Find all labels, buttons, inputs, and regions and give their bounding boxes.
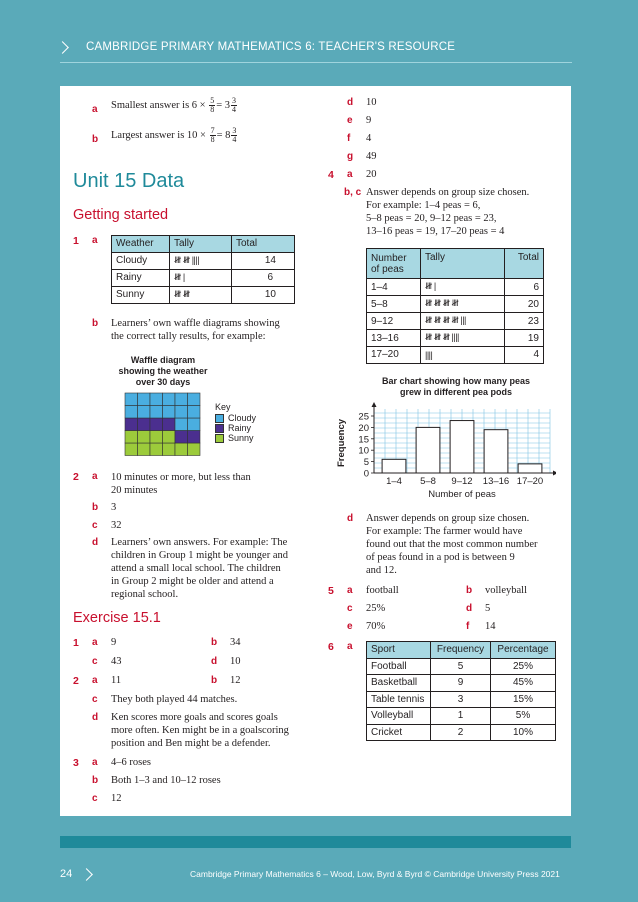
answer-text: football — [366, 585, 399, 596]
column-header: Weather — [112, 236, 170, 253]
denominator: 8 — [210, 105, 215, 114]
label-c: c — [347, 603, 353, 614]
answer-text: 10 — [366, 97, 377, 108]
y-tick-label: 5 — [363, 457, 369, 469]
label-a: a — [92, 235, 98, 246]
table-row — [367, 347, 544, 364]
table-row — [367, 691, 556, 708]
x-tick-label: 5–8 — [420, 476, 436, 487]
table-cell: 1 — [431, 708, 491, 725]
chevron-right-icon — [56, 41, 69, 54]
answer-text: Largest answer is 10 × — [111, 129, 206, 141]
tally-cell: 𝍸 𝍸 𝍸 𝍸 — [421, 296, 505, 313]
question-number: 6 — [328, 641, 334, 653]
table-row — [112, 286, 295, 303]
waffle-cell — [188, 393, 201, 406]
label-a: a — [92, 675, 98, 686]
table-cell: 10 — [232, 286, 295, 303]
waffle-title — [108, 355, 218, 388]
key-item-sunny — [215, 433, 256, 443]
waffle-cell — [138, 418, 151, 431]
header-title: CAMBRIDGE PRIMARY MATHEMATICS 6: TEACHER'S RESOURCE — [86, 41, 456, 53]
bottom-strip — [60, 836, 571, 848]
page-header — [0, 0, 638, 100]
fraction — [231, 127, 237, 144]
y-tick-label: 10 — [358, 445, 369, 457]
label-d: d — [347, 513, 354, 524]
answer-text: They both played 44 matches. — [111, 694, 238, 705]
waffle-cell — [138, 406, 151, 419]
section-title-getting-started: Getting started — [73, 207, 169, 223]
label-d: d — [466, 603, 473, 614]
y-axis-label: Frequency — [336, 418, 347, 468]
column-header: Tally — [170, 236, 232, 253]
waffle-title-line: over 30 days — [135, 377, 191, 387]
waffle-cell — [138, 431, 151, 444]
denominator: 4 — [232, 105, 236, 114]
table-cell: Football — [367, 658, 431, 675]
waffle-cell — [188, 418, 201, 431]
label-b: b — [466, 585, 473, 596]
answer-text: Answer depends on group size chosen. — [366, 187, 530, 198]
table-cell: Basketball — [367, 675, 431, 692]
table-cell: Cloudy — [112, 252, 170, 269]
table-row — [367, 279, 544, 296]
answer-text: 12 — [230, 675, 241, 686]
table-row — [367, 708, 556, 725]
table-header-row — [367, 249, 544, 279]
label-e: e — [347, 621, 353, 632]
column-header: Sport — [367, 642, 431, 659]
answer-text: 70% — [366, 621, 386, 632]
tally-cell: 𝍸 𝍸 𝍸 |||| — [421, 330, 505, 347]
table-cell: 5 — [431, 658, 491, 675]
label-d: d — [211, 656, 218, 667]
column-header: Total — [505, 249, 544, 279]
answer-text: Ken scores more goals and scores goals — [111, 712, 278, 723]
label-a: a — [92, 637, 98, 648]
bar-chart — [336, 400, 556, 502]
label-d: d — [92, 537, 99, 548]
header-rule — [60, 62, 572, 63]
table-row — [112, 252, 295, 269]
answer-text: in Group 2 might be older and attend a — [111, 576, 274, 587]
label-b: b — [211, 637, 218, 648]
answer-text: Learners’ own waffle diagrams showing — [111, 318, 280, 329]
answer-text: 49 — [366, 151, 377, 162]
table-cell: 14 — [232, 252, 295, 269]
peas-tally-table — [366, 248, 544, 364]
label-a: a — [347, 585, 353, 596]
swatch — [215, 434, 224, 443]
table-cell: Rainy — [112, 269, 170, 286]
label-f: f — [347, 133, 351, 144]
y-tick-label: 0 — [363, 468, 369, 480]
label-b-c: b, c — [344, 187, 362, 198]
waffle-cell — [125, 406, 138, 419]
waffle-diagram — [124, 392, 204, 456]
x-tick-label: 17–20 — [516, 476, 544, 487]
sport-frequency-table — [366, 641, 556, 741]
answer-text: 20 minutes — [111, 485, 158, 496]
waffle-cell — [175, 418, 188, 431]
waffle-cell — [163, 406, 176, 419]
bar — [450, 421, 474, 473]
x-tick-label: 1–4 — [386, 476, 402, 487]
label-a: a — [92, 104, 98, 115]
answer-smallest — [111, 97, 238, 114]
column-header: Tally — [421, 249, 505, 279]
question-number: 1 — [73, 235, 79, 247]
table-cell: 6 — [232, 269, 295, 286]
fraction — [210, 127, 216, 144]
table-cell: 17–20 — [367, 347, 421, 364]
table-row — [367, 658, 556, 675]
waffle-cell — [125, 443, 138, 456]
question-number: 3 — [73, 757, 79, 769]
waffle-cell — [163, 443, 176, 456]
table-cell: Volleyball — [367, 708, 431, 725]
x-axis-label: Number of peas — [428, 489, 496, 500]
label-c: c — [92, 520, 98, 531]
answer-text: of peas found in a pod is between 9 — [366, 552, 515, 563]
label-d: d — [347, 97, 354, 108]
waffle-cell — [150, 431, 163, 444]
answer-text: the correct tally results, for example: — [111, 331, 266, 342]
answer-text: 25% — [366, 603, 386, 614]
answer-text: 32 — [111, 520, 122, 531]
answer-text: 12 — [111, 793, 122, 804]
answer-text: 20 — [366, 169, 377, 180]
swatch — [215, 424, 224, 433]
answer-text: 9 — [366, 115, 372, 126]
tally-cell: 𝍸 𝍸 — [170, 286, 232, 303]
answer-text: 4 — [366, 133, 372, 144]
answer-text: For example: The farmer would have — [366, 526, 523, 537]
tally-cell: 𝍸 | — [170, 269, 232, 286]
table-row — [367, 675, 556, 692]
table-cell: 15% — [491, 691, 556, 708]
label-b: b — [92, 318, 99, 329]
waffle-cell — [175, 443, 188, 456]
waffle-cell — [125, 393, 138, 406]
key-item-cloudy — [215, 413, 256, 423]
page-number: 24 — [60, 868, 73, 880]
question-number: 4 — [328, 169, 334, 181]
answer-text: Smallest answer is 6 × — [111, 99, 206, 111]
denominator: 8 — [210, 135, 215, 144]
tally-cell: 𝍸 | — [421, 279, 505, 296]
fraction — [209, 97, 215, 114]
column-header: Number of peas — [367, 249, 421, 279]
weather-tally-table — [111, 235, 295, 304]
swatch — [215, 414, 224, 423]
answer-text: 10 minutes or more, but less than — [111, 472, 251, 483]
unit-title: Unit 15 Data — [73, 170, 185, 192]
label-e: e — [347, 115, 353, 126]
y-tick-label: 25 — [358, 411, 369, 423]
x-tick-label: 13–16 — [482, 476, 510, 487]
table-header-row — [367, 642, 556, 659]
question-number: 5 — [328, 585, 334, 597]
label-c: c — [92, 656, 98, 667]
table-row — [112, 269, 295, 286]
answer-text: Both 1–3 and 10–12 roses — [111, 775, 221, 786]
answer-text: found out that the most common number — [366, 539, 538, 550]
y-tick-label: 20 — [358, 422, 369, 434]
y-axis-arrow — [372, 402, 377, 407]
section-title-exercise: Exercise 15.1 — [73, 610, 161, 626]
key-item-rainy — [215, 423, 256, 433]
waffle-cell — [188, 443, 201, 456]
tally-cell: 𝍸 𝍸 𝍸 𝍸 ||| — [421, 313, 505, 330]
label-a: a — [347, 641, 353, 652]
bar — [382, 459, 406, 473]
table-cell: 9–12 — [367, 313, 421, 330]
table-cell: 5–8 — [367, 296, 421, 313]
waffle-cell — [175, 431, 188, 444]
answer-text: 14 — [485, 621, 496, 632]
tally-cell: |||| — [421, 347, 505, 364]
waffle-title-line: Waffle diagram — [130, 355, 196, 365]
answer-text: 11 — [111, 675, 122, 686]
answer-text: Learners’ own answers. For example: The — [111, 537, 288, 548]
waffle-cell — [188, 406, 201, 419]
waffle-cell — [125, 418, 138, 431]
table-cell: 23 — [505, 313, 544, 330]
waffle-cell — [150, 393, 163, 406]
table-cell: 45% — [491, 675, 556, 692]
answer-text: 3 — [111, 502, 117, 513]
answer-largest — [111, 127, 238, 144]
x-axis-arrow — [553, 471, 556, 476]
numerator: 5 — [210, 96, 215, 105]
waffle-cell — [175, 406, 188, 419]
tally-cell: 𝍸 𝍸 |||| — [170, 252, 232, 269]
label-d: d — [92, 712, 99, 723]
bar — [484, 430, 508, 473]
waffle-cell — [188, 431, 201, 444]
table-header-row — [112, 236, 295, 253]
table-row — [367, 296, 544, 313]
label-a: a — [92, 471, 98, 482]
answer-text: position and Ben might be a defender. — [111, 738, 271, 749]
answer-text: 43 — [111, 656, 122, 667]
key-label: Cloudy — [228, 413, 257, 423]
label-b: b — [92, 134, 99, 145]
table-cell: 20 — [505, 296, 544, 313]
answer-text: 34 — [230, 637, 241, 648]
label-b: b — [211, 675, 218, 686]
label-a: a — [92, 757, 98, 768]
waffle-cell — [163, 431, 176, 444]
numerator: 7 — [210, 126, 215, 135]
y-tick-label: 15 — [358, 434, 369, 446]
table-cell: 6 — [505, 279, 544, 296]
table-cell: 13–16 — [367, 330, 421, 347]
answer-text: For example: 1–4 peas = 6, — [366, 200, 481, 211]
column-header: Percentage — [491, 642, 556, 659]
waffle-cell — [150, 418, 163, 431]
question-number: 2 — [73, 675, 79, 687]
label-b: b — [92, 775, 99, 786]
equals: = 3 — [216, 99, 230, 111]
table-row — [367, 330, 544, 347]
waffle-cell — [175, 393, 188, 406]
label-c: c — [92, 793, 98, 804]
table-cell: Table tennis — [367, 691, 431, 708]
chart-title — [356, 376, 556, 398]
answer-text: 9 — [111, 637, 117, 648]
answer-text: and 12. — [366, 565, 397, 576]
answer-text: Answer depends on group size chosen. — [366, 513, 530, 524]
label-a: a — [347, 169, 353, 180]
waffle-cell — [138, 393, 151, 406]
question-number: 2 — [73, 471, 79, 483]
answer-text: more often. Ken might be in a goalscoring — [111, 725, 289, 736]
chart-title-line: Bar chart showing how many peas — [381, 376, 531, 386]
waffle-cell — [138, 443, 151, 456]
footer-credit: Cambridge Primary Mathematics 6 – Wood, Low, Byrd & Byrd © Cambridge University Press 2021 — [190, 869, 560, 879]
answer-text: 10 — [230, 656, 241, 667]
label-b: b — [92, 502, 99, 513]
equals: = 8 — [216, 129, 231, 141]
table-cell: 1–4 — [367, 279, 421, 296]
waffle-cell — [150, 406, 163, 419]
x-tick-label: 9–12 — [451, 476, 473, 487]
denominator: 4 — [232, 135, 237, 144]
numerator: 3 — [232, 126, 237, 135]
column-header: Frequency — [431, 642, 491, 659]
table-cell: 25% — [491, 658, 556, 675]
waffle-title-line: showing the weather — [118, 366, 208, 376]
answer-text: volleyball — [485, 585, 527, 596]
key-label: Sunny — [228, 433, 254, 444]
column-header: Total — [232, 236, 295, 253]
bar — [518, 464, 542, 473]
label-g: g — [347, 151, 354, 162]
waffle-cell — [163, 393, 176, 406]
table-cell: 9 — [431, 675, 491, 692]
bar — [416, 427, 440, 473]
table-row — [367, 724, 556, 741]
fraction — [231, 97, 237, 114]
table-cell: 2 — [431, 724, 491, 741]
answer-text: attend a small local school. The children — [111, 563, 281, 574]
waffle-key — [215, 402, 256, 443]
chevron-right-icon — [80, 868, 93, 881]
question-number: 1 — [73, 637, 79, 649]
table-cell: 4 — [505, 347, 544, 364]
table-cell: 5% — [491, 708, 556, 725]
answer-text: regional school. — [111, 589, 179, 600]
table-cell: Sunny — [112, 286, 170, 303]
table-cell: Cricket — [367, 724, 431, 741]
answer-text: children in Group 1 might be younger and — [111, 550, 289, 561]
answer-text: 13–16 peas = 19, 17–20 peas = 4 — [366, 226, 505, 237]
table-cell: 10% — [491, 724, 556, 741]
key-label: Rainy — [228, 423, 252, 434]
numerator: 3 — [232, 96, 236, 105]
chart-title-line: grew in different pea pods — [399, 387, 512, 397]
label-f: f — [466, 621, 470, 632]
waffle-cell — [125, 431, 138, 444]
waffle-cell — [163, 418, 176, 431]
label-c: c — [92, 694, 98, 705]
table-cell: 19 — [505, 330, 544, 347]
answer-text: 4–6 roses — [111, 757, 151, 768]
key-title: Key — [215, 402, 231, 412]
answer-text: 5 — [485, 603, 491, 614]
table-row — [367, 313, 544, 330]
table-cell: 3 — [431, 691, 491, 708]
waffle-cell — [150, 443, 163, 456]
answer-text: 5–8 peas = 20, 9–12 peas = 23, — [366, 213, 497, 224]
